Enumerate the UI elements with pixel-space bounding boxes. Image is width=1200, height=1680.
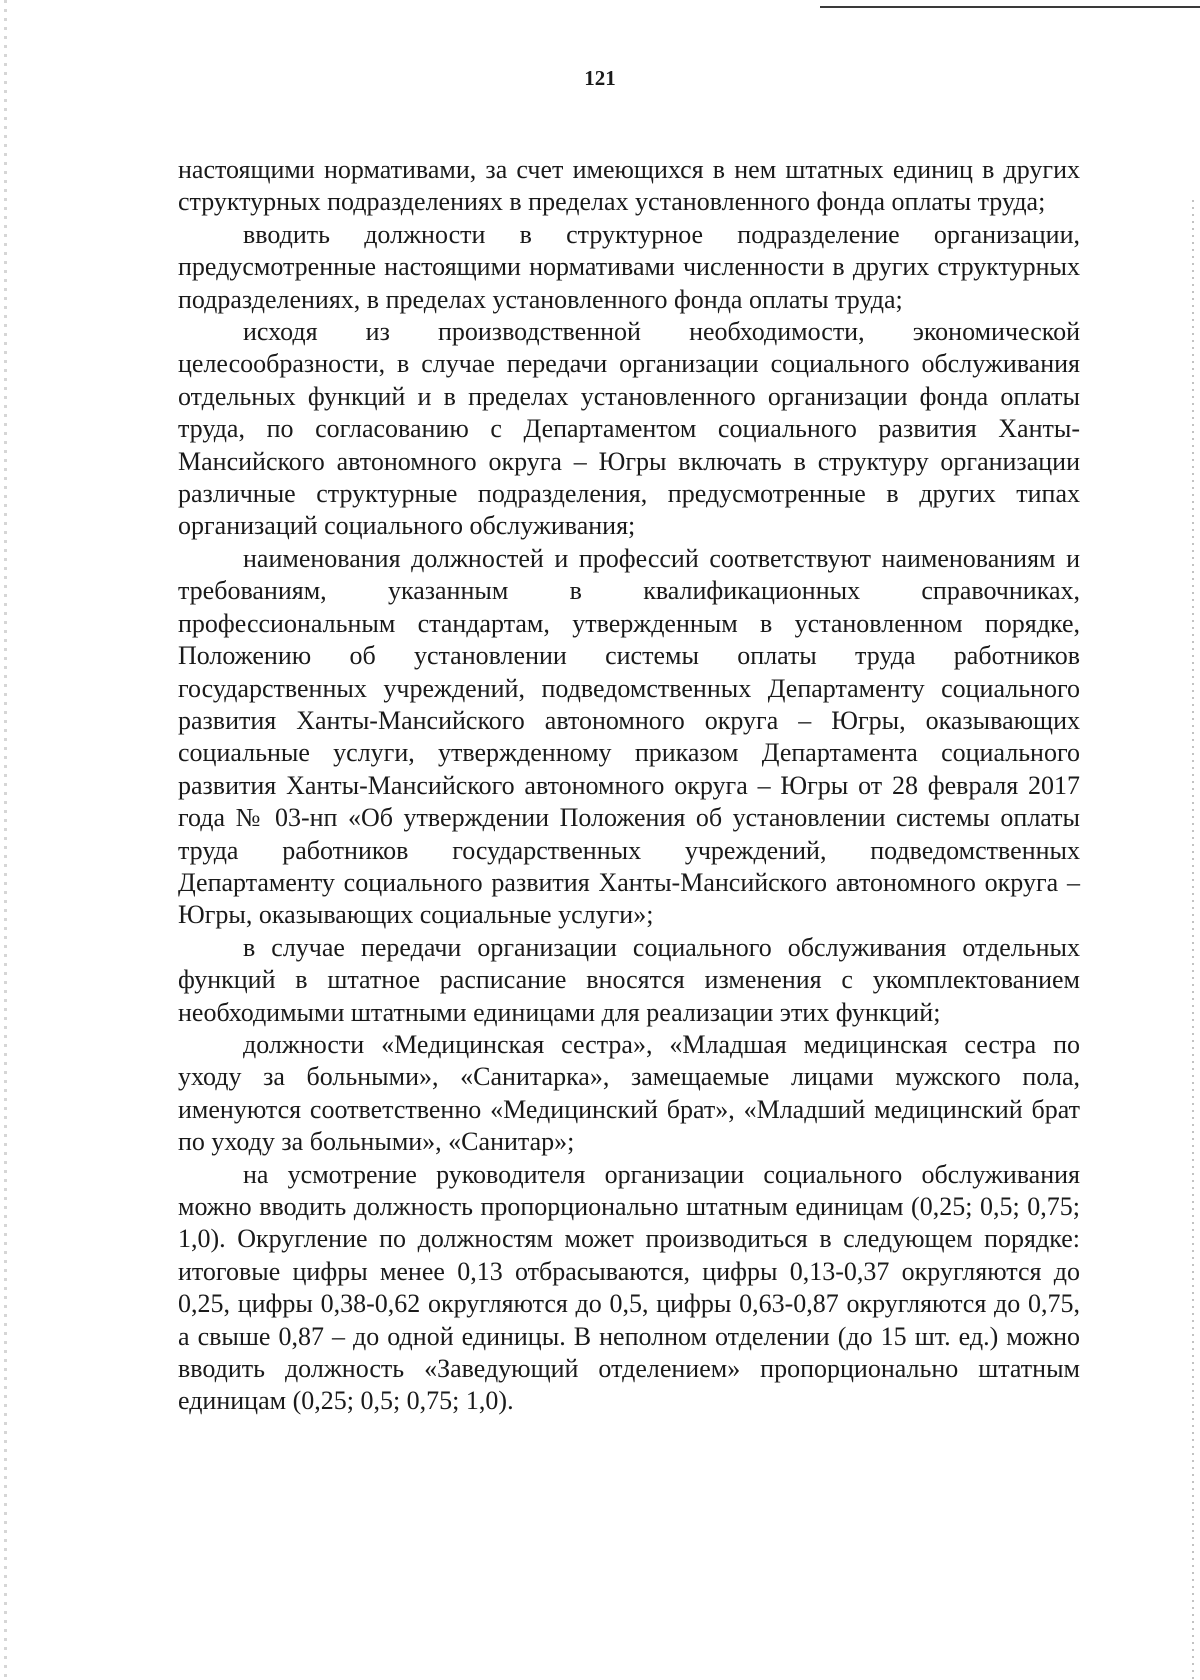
paragraph-7: на усмотрение руководителя организации социального обслуживания можно вводить должность пропорционально штатным единицам (0,25; 0,5; 0,75; 1,0). Округление по должностям может производиться в следующем порядке: итоговые цифры менее 0,13 отбрасываются, цифры 0,13-0,37 округляются до 0,25, цифры 0,38-0,62 округляются до 0,5, цифры 0,63-0,87 округляются до 0,75, а свыше 0,87 – до одной единицы. В неполном отделении (до 15 шт. ед.) можно вводить должность «Заведующий отделением» пропорционально штатным единицам (0,25; 0,5; 0,75; 1,0). xyxy=(178,1159,1080,1416)
document-body xyxy=(178,154,1080,1418)
paragraph-3: исходя из производственной необходимости, экономической целесообразности, в случае передачи организации социального обслуживания отдельных функций и в пределах установленного организации фонда оплаты труда, по согласованию с Департаментом социального развития Ханты-Мансийского автономного округа – Югры включать в структуру организации различные структурные подразделения, предусмотренные в других типах организаций социального обслуживания; xyxy=(178,317,1080,541)
page-number: 121 xyxy=(584,66,616,90)
top-rule xyxy=(820,6,1200,8)
paragraph-6: должности «Медицинская сестра», «Младшая медицинская сестра по уходу за больными», «Санитарка», замещаемые лицами мужского пола, именуются соответственно «Медицинский брат», «Младший медицинский брат по уходу за больными», «Санитар»; xyxy=(178,1029,1080,1157)
paragraph-2: вводить должности в структурное подразделение организации, предусмотренные настоящими нормативами численности в других структурных подразделениях, в пределах установленного фонда оплаты труда; xyxy=(178,219,1080,314)
scan-left-edge xyxy=(4,0,7,1680)
paragraph-4: наименования должностей и профессий соответствуют наименованиям и требованиям, указанным в квалификационных справочниках, профессиональным стандартам, утвержденным в установленном порядке, Положению об установлении системы оплаты труда работников государственных учреждений, подведомственных Департаменту социального развития Ханты-Мансийского автономного округа – Югры, оказывающих социальные услуги, утвержденному приказом Департамента социального развития Ханты-Мансийского автономного округа – Югры от 28 февраля 2017 года № 03-нп «Об утверждении Положения об установлении системы оплаты труда работников государственных учреждений, подведомственных Департаменту социального развития Ханты-Мансийского автономного округа – Югры, оказывающих социальные услуги»; xyxy=(178,543,1080,930)
paragraph-5: в случае передачи организации социального обслуживания отдельных функций в штатное расписание вносятся изменения с укомплектованием необходимыми штатными единицами для реализации этих функций; xyxy=(178,932,1080,1027)
paragraph-1: настоящими нормативами, за счет имеющихся в нем штатных единиц в других структурных подразделениях в пределах установленного фонда оплаты труда; xyxy=(178,155,1080,217)
scan-right-edge xyxy=(1192,200,1194,1680)
